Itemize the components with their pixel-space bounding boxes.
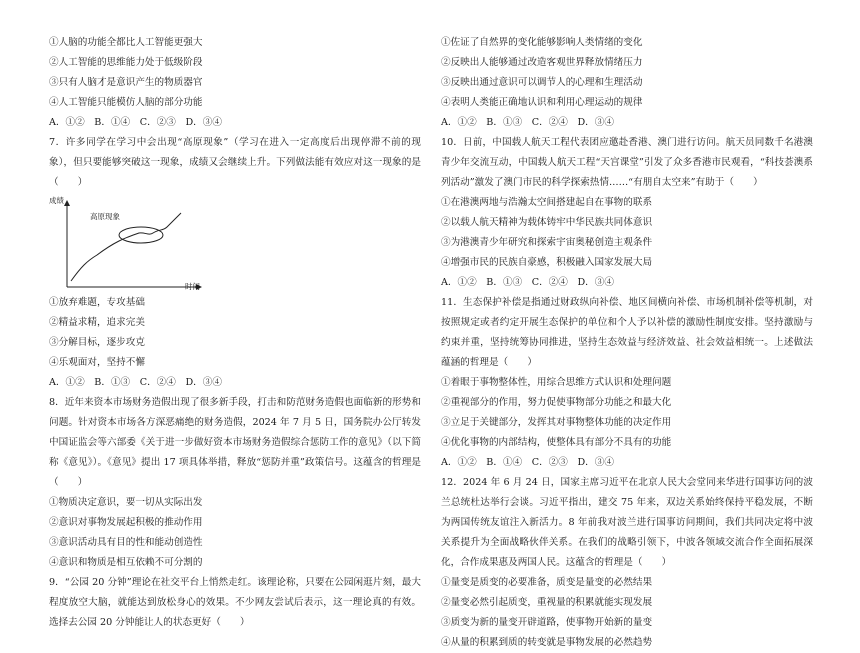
answer-choices: A．①② B．①④ C．②③ D．③④ bbox=[49, 117, 222, 128]
option-line: ②精益求精，追求完美 bbox=[49, 317, 145, 328]
option-line: ③反映出通过意识可以调节人的心理和生理活动 bbox=[441, 77, 643, 88]
option-line: ④优化事物的内部结构，使整体具有部分不具有的功能 bbox=[441, 437, 672, 448]
chart-x-label: 时间 bbox=[185, 282, 200, 291]
option-line: ③立足于关键部分，发挥其对事物整体功能的决定作用 bbox=[441, 417, 672, 428]
option-line: ②量变必然引起质变，重视量的积累就能实现发展 bbox=[441, 597, 653, 608]
option-line: ②意识对事物发展起积极的推动作用 bbox=[49, 517, 203, 528]
answer-choices: A．①② B．①③ C．②④ D．③④ bbox=[49, 377, 222, 388]
option-line: ④增强市民的民族自豪感，积极融入国家发展大局 bbox=[441, 257, 653, 268]
option-line: ①在港澳两地与浩瀚太空间搭建起自在事物的联系 bbox=[441, 197, 653, 208]
option-line: ②重视部分的作用，努力促使事物部分功能之和最大化 bbox=[441, 397, 672, 408]
answer-choices: A．①② B．①④ C．②③ D．③④ bbox=[441, 457, 614, 468]
option-line: ①佐证了自然界的变化能够影响人类情绪的变化 bbox=[441, 37, 643, 48]
option-line: ④表明人类能正确地认识和利用心理运动的规律 bbox=[441, 97, 643, 108]
option-line: ③意识活动具有目的性和能动创造性 bbox=[49, 537, 203, 548]
chart-y-label: 成绩 bbox=[49, 196, 64, 205]
option-line: ②以载人航天精神为载体铸牢中华民族共同体意识 bbox=[441, 217, 653, 228]
answer-choices: A．①② B．①③ C．②④ D．③④ bbox=[441, 117, 614, 128]
option-line: ④从量的积累到质的转变就是事物发展的必然趋势 bbox=[441, 637, 653, 648]
plateau-chart bbox=[49, 195, 421, 293]
plateau-ellipse bbox=[119, 227, 163, 243]
question-11-stem: 11．生态保护补偿是指通过财政纵向补偿、地区间横向补偿、市场机制补偿等机制，对按照规定或者约定开展生态保护的单位和个人予以补偿的激励性制度安排。坚持激励与约束并重，坚持统筹协同推进，坚持生态效益与经济效益、社会效益相统一。上述做法蕴涵的哲理是（ ） bbox=[441, 297, 813, 368]
question-9-stem: 9．“公园 20 分钟”理论在社交平台上悄然走红。该理论称，只要在公园闲逛片刻，最大程度放空大脑，就能达到放松身心的效果。不少网友尝试后表示，这一理论真的有效。选择去公园 20 分钟能让人的状态更好（ ） bbox=[49, 577, 421, 628]
option-line: ③质变为新的量变开辟道路，使事物开始新的量变 bbox=[441, 617, 653, 628]
question-8-stem: 8．近年来资本市场财务造假出现了很多新手段，打击和防范财务造假也面临新的形势和问题。针对资本市场各方深恶痛绝的财务造假，2024 年 7 月 5 日，国务院办公厅转发中国证监会等六部委《关于进一步做好资本市场财务造假综合惩防工作的意见》（以下简称《意见》）。《意见》提出 17 项具体举措，释放“惩防并重”政策信号。这蕴含的哲理是（ ） bbox=[49, 397, 421, 488]
chart-plateau-label: 高原现象 bbox=[90, 212, 120, 221]
option-line: ④意识和物质是相互依赖不可分割的 bbox=[49, 557, 203, 568]
option-line: ④乐观面对，坚持不懈 bbox=[49, 357, 145, 368]
option-line: ①放弃难题，专攻基础 bbox=[49, 297, 145, 308]
question-7-stem: 7．许多同学在学习中会出现“高原现象”（学习在进入一定高度后出现停滞不前的现象），但只要能够突破这一现象，成绩又会继续上升。下列做法能有效应对这一现象的是（ ） bbox=[49, 137, 421, 188]
option-line: ①物质决定意识，要一切从实际出发 bbox=[49, 497, 203, 508]
option-line: ③分解目标，逐步攻克 bbox=[49, 337, 145, 348]
question-12-stem: 12．2024 年 6 月 24 日，国家主席习近平在北京人民大会堂同来华进行国事访问的波兰总统杜达举行会谈。习近平指出，建交 75 年来，双边关系始终保持平稳发展，不断为两国传统友谊注入新活力。8 年前我对波兰进行国事访问期间，我们共同决定将中波关系提升为全面战略伙伴关系。在我们的战略引领下，中波各领域交流合作全面拓展深化，合作成果惠及两国人民。这蕴含的哲理是（ ） bbox=[441, 477, 813, 568]
plateau-chart-svg bbox=[49, 195, 209, 293]
question-10-stem: 10．日前，中国载人航天工程代表团应邀赴香港、澳门进行访问。航天员同数千名港澳青少年交流互动，中国载人航天工程“天宫课堂”引发了众多香港市民观看，“科技荟澳系列活动”激发了澳门市民的科学探索热情……“有朋自太空来”有助于（ ） bbox=[441, 137, 813, 188]
right-column bbox=[441, 33, 813, 653]
option-line: ①人脑的功能全都比人工智能更强大 bbox=[49, 37, 203, 48]
answer-choices: A．①② B．①③ C．②④ D．③④ bbox=[441, 277, 614, 288]
option-line: ④人工智能只能模仿人脑的部分功能 bbox=[49, 97, 203, 108]
option-line: ②人工智能的思维能力处于低级阶段 bbox=[49, 57, 203, 68]
performance-curve bbox=[71, 213, 181, 281]
option-line: ①着眼于事物整体性，用综合思维方式认识和处理问题 bbox=[441, 377, 672, 388]
option-line: ②反映出人能够通过改造客观世界释放情绪压力 bbox=[441, 57, 643, 68]
option-line: ①量变是质变的必要准备，质变是量变的必然结果 bbox=[441, 577, 653, 588]
option-line: ③只有人脑才是意识产生的物质器官 bbox=[49, 77, 203, 88]
left-column bbox=[49, 33, 421, 633]
option-line: ③为港澳青少年研究和探索宇宙奥秘创造主观条件 bbox=[441, 237, 653, 248]
